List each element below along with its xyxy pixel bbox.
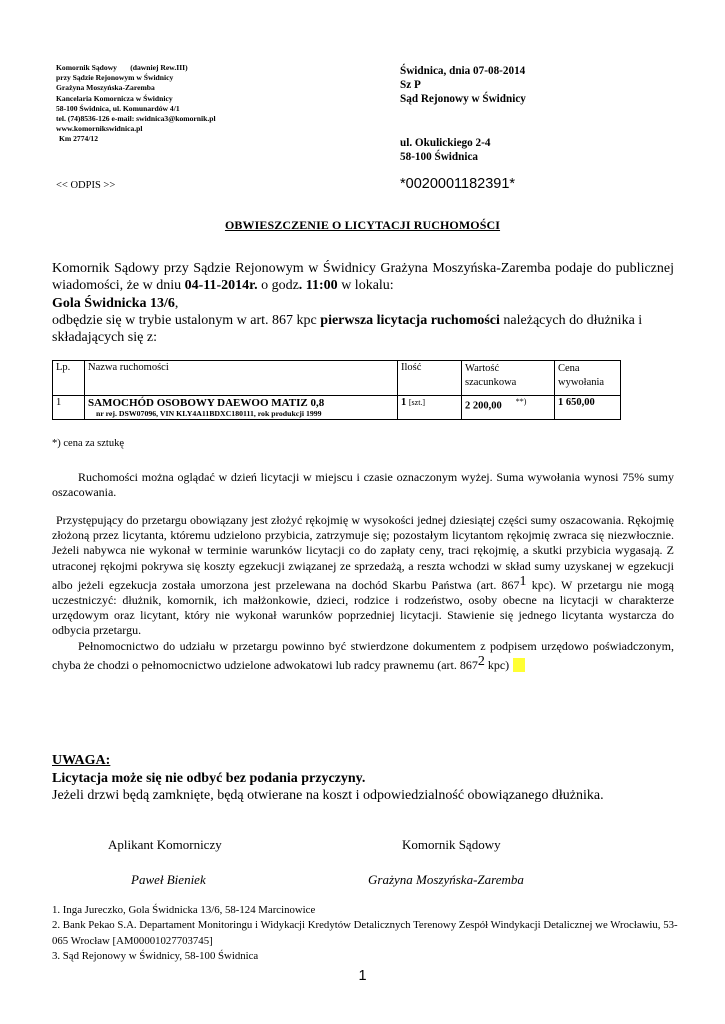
header-name: Nazwa ruchomości <box>85 361 398 396</box>
list-item: 2. Bank Pekao S.A. Departament Monitoringu i Widykacji Kredytów Detalicznych Terenowy Zespół Windykacji Detalicznej we Wrocławiu, 53-065 Wrocław [AM00001027703745] <box>52 919 678 947</box>
viewing-paragraph <box>52 470 674 500</box>
case-number: Km 2774/12 <box>59 134 99 144</box>
value-footnote-mark: **) <box>515 397 527 406</box>
list-item: 1. Inga Jureczko, Gola Świdnicka 13/6, 58-124 Marcinowice <box>52 904 316 916</box>
sender-line: tel. (74)8536-126 e-mail: swidnica3@komornik.pl <box>56 114 216 124</box>
auction-date: 04-11-2014r. <box>184 278 258 294</box>
article-superscript-2: 2 <box>477 653 485 669</box>
deposit-text-b: kpc). W przetargu nie mogą uczestniczyć: dłużnik, komornik, ich małżonkowie, dzieci, rodzice i rodzeństwo, osoby obecne na licytacji w charakterze urzędowym oraz licytant, który nie wykonał warunków poprzedniej licytacji. Stawienie się jednego licytanta wystarcza do odbycia przetargu. <box>52 577 674 638</box>
intro-text-e: należących do dłużnika i składających się z: <box>52 312 643 346</box>
deposit-text-a: Przystępujący do przetargu obowiązany jest złożyć rękojmię w wysokości jednej dziesiątej części sumy oszacowania. Rękojmię złożoną przez licytanta, któremu udzielono przybicia, zatrzymuje się; pozostałym licytantom rękojmię zwraca się niezwłocznie. Jeżeli nabywca nie wykonał w terminie warunków licytacji co do zapłaty ceny, traci rękojmię, a skutki przybicia wygasają. Z utraconej rękojmi pokrywa się koszty egzekucji związanej ze sprzedażą, a reszta wchodzi w skład sumy uzyskanej w egzekucji albo jeżeli egzekucja została umorzona jest przelewana na dochód Skarbu Państwa (art. 867 <box>52 513 674 592</box>
viewing-text: Ruchomości można oglądać w dzień licytacji w miejscu i czasie oznaczonym wyżej. Suma wywołania wynosi 75% sumy oszacowania. <box>52 470 674 500</box>
first-auction-label: pierwsza licytacja ruchomości <box>320 312 500 328</box>
sender-line: Grażyna Moszyńska-Zaremba <box>56 83 155 93</box>
auction-location: Gola Świdnicka 13/6 <box>52 295 175 311</box>
row-value-cell <box>462 396 555 420</box>
right-signature-name: Grażyna Moszyńska-Zaremba <box>368 872 524 887</box>
poa-text-b: kpc) <box>484 657 510 672</box>
header-qty: Ilość <box>398 361 462 396</box>
recipient-address <box>400 136 490 164</box>
header-right <box>400 64 526 106</box>
intro-text-b: o godz <box>257 278 299 294</box>
item-unit: [szt.] <box>408 398 426 407</box>
auction-location-line: Gola Świdnicka 13/6, <box>52 295 179 311</box>
row-lp: 1 <box>53 396 85 420</box>
table-row <box>53 396 621 420</box>
page-number: 1 <box>358 968 367 984</box>
article-superscript: 1 <box>519 573 527 589</box>
header-price: Cena wywołania <box>555 361 621 396</box>
recipient-city: 58-100 Świdnica <box>400 151 479 163</box>
power-of-attorney-text <box>52 639 674 673</box>
auction-time: . 11:00 <box>298 278 338 294</box>
left-signature-title: Aplikant Komorniczy <box>108 837 222 852</box>
item-qty: 1 <box>401 397 407 408</box>
header-value: Wartość szacunkowa <box>462 361 555 396</box>
document-title: OBWIESZCZENIE O LICYTACJI RUCHOMOŚCI <box>224 218 501 232</box>
items-table <box>52 360 621 420</box>
sender-line: 58-100 Świdnica, ul. Komunardów 4/1 <box>56 103 180 113</box>
warning-label: UWAGA: <box>52 753 111 768</box>
document-date: Świdnica, dnia 07-08-2014 <box>400 65 526 77</box>
sender-line: Kancelaria Komornicza w Świdnicy <box>56 93 173 103</box>
sender-line: www.komornikswidnica.pl <box>56 124 143 134</box>
row-qty-cell <box>398 396 462 420</box>
sender-block <box>56 63 306 145</box>
left-signature-name: Paweł Bieniek <box>131 872 206 887</box>
price-note: *) cena za sztukę <box>52 438 124 449</box>
item-name: SAMOCHÓD OSOBOWY DAEWOO MATIZ 0,8 <box>88 397 325 409</box>
sender-line: Komornik Sądowy (dawniej Rew.III) <box>56 63 188 72</box>
sender-line: przy Sądzie Rejonowym w Świdnicy <box>56 73 174 83</box>
deposit-paragraph <box>52 513 674 673</box>
header-lp: Lp. <box>53 361 85 396</box>
recipient-list <box>52 903 692 965</box>
copy-label: << ODPIS >> <box>56 180 116 191</box>
warning-block <box>52 752 692 805</box>
deposit-text <box>52 513 674 639</box>
intro-text-c: w lokalu: <box>337 278 394 294</box>
highlight-mark <box>513 658 525 672</box>
poa-text-a: Pełnomocnictwo do udziału w przetargu powinno być stwierdzone dokumentem z podpisem urzędowo poświadczonym, chyba że chodzi o pełnomocnictwo udzielone adwokatowi lub radcy prawnemu (art. 867 <box>52 638 674 672</box>
row-name-cell <box>85 396 398 420</box>
table-header-row <box>53 361 621 396</box>
item-description: nr rej. DSW07096, VIN KLY4A11BDXC180111, rok produkcji 1999 <box>96 409 322 418</box>
barcode-number: *0020001182391* <box>400 176 516 192</box>
row-price-cell <box>555 396 621 420</box>
item-price: 1 650,00 <box>558 397 595 408</box>
recipient-name: Sąd Rejonowy w Świdnicy <box>400 93 526 105</box>
item-value: 2 200,00 <box>465 400 502 412</box>
list-item: 3. Sąd Rejonowy w Świdnicy, 58-100 Świdnica <box>52 950 259 963</box>
right-signature-title: Komornik Sądowy <box>402 837 501 852</box>
intro-text-a: Komornik Sądowy przy Sądzie Rejonowym w Świdnicy Grażyna Moszyńska-Zaremba podaje do publicznej wiadomości, że w dniu <box>52 261 674 294</box>
intro-text-d: odbędzie się w trybie ustalonym w art. 867 kpc <box>52 312 321 328</box>
intro-paragraph-2 <box>52 312 674 347</box>
warning-bold-line: Licytacja może się nie odbyć bez podania przyczyny. <box>52 770 366 786</box>
intro-text <box>52 260 674 346</box>
recipient-salutation: Sz P <box>400 79 421 91</box>
recipient-street: ul. Okulickiego 2-4 <box>400 137 491 149</box>
intro-paragraph <box>52 260 674 295</box>
warning-line: Jeżeli drzwi będą zamknięte, będą otwierane na koszt i odpowiedzialność obowiązanego dłużnika. <box>52 788 604 803</box>
